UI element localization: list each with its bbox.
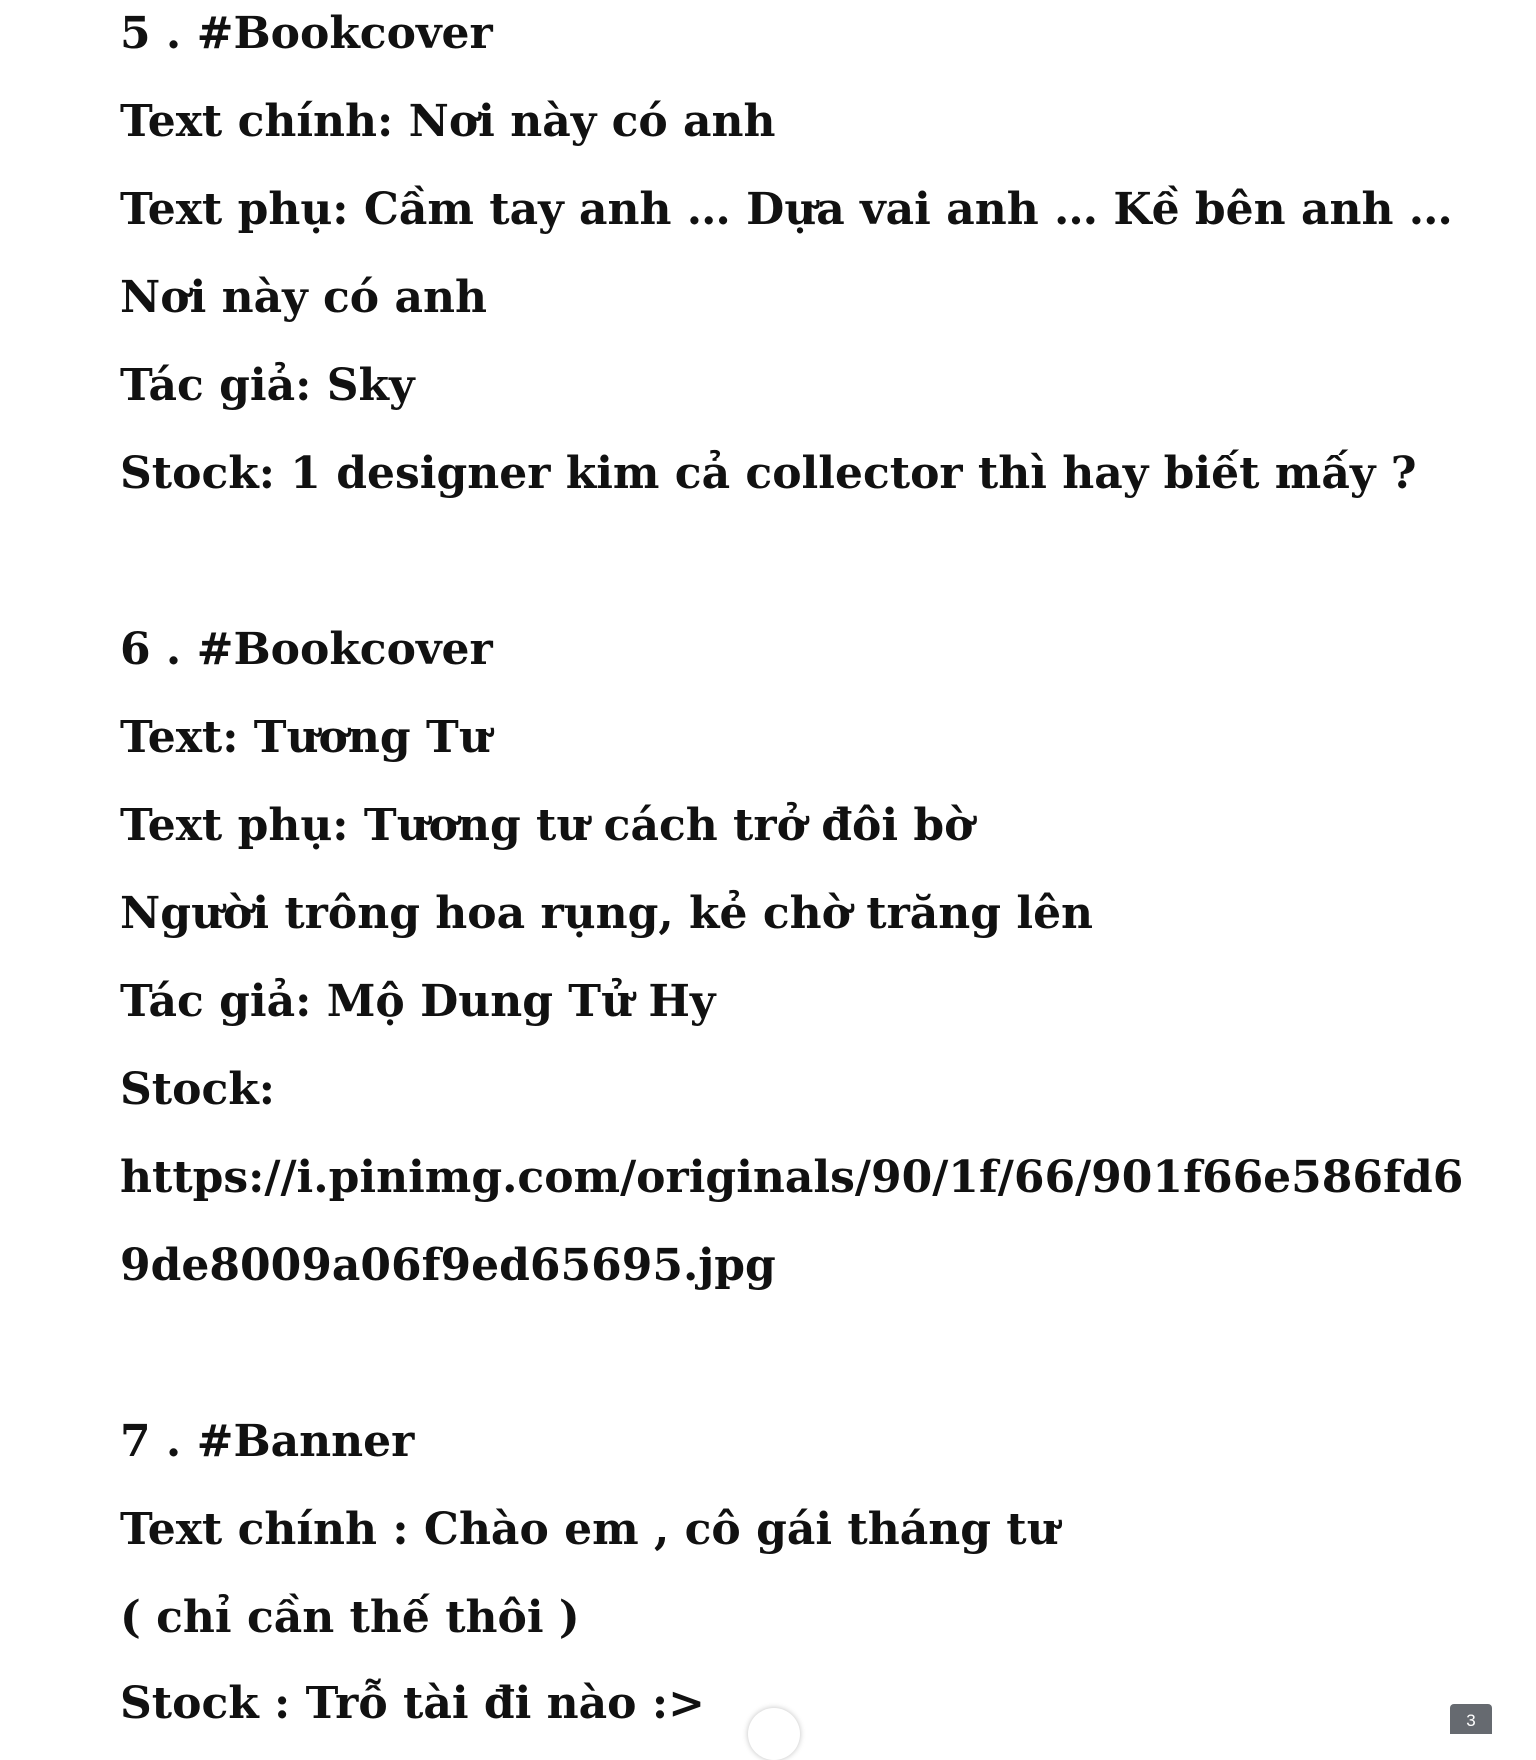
text-line: Text phụ: Cầm tay anh … Dựa vai anh … Kề bên anh …: [120, 184, 1453, 235]
text-line: Text phụ: Tương tư cách trở đôi bờ: [120, 800, 974, 851]
text-line: Tác giả: Mộ Dung Tử Hy: [120, 976, 716, 1027]
text-line: Người trông hoa rụng, kẻ chờ trăng lên: [120, 888, 1094, 939]
text-line: Text: Tương Tư: [120, 712, 491, 763]
page-number-badge: 3: [1450, 1704, 1492, 1734]
scroll-indicator[interactable]: [748, 1708, 800, 1760]
text-line: ( chỉ cần thế thôi ): [120, 1592, 580, 1643]
text-line: Text chính : Chào em , cô gái tháng tư: [120, 1504, 1059, 1555]
text-line: Tác giả: Sky: [120, 360, 415, 411]
text-line: Stock : Trỗ tài đi nào :>: [120, 1678, 705, 1729]
section-heading: 5 . #Bookcover: [120, 8, 493, 59]
url-line: https://i.pinimg.com/originals/90/1f/66/901f66e586fd6: [120, 1152, 1464, 1203]
text-line: Stock:: [120, 1064, 275, 1115]
text-line: Nơi này có anh: [120, 272, 487, 323]
section-heading: 6 . #Bookcover: [120, 624, 493, 675]
text-line: Stock: 1 designer kim cả collector thì hay biết mấy ?: [120, 448, 1417, 499]
section-heading: 7 . #Banner: [120, 1416, 415, 1467]
url-line: 9de8009a06f9ed65695.jpg: [120, 1240, 776, 1291]
text-line: Text chính: Nơi này có anh: [120, 96, 776, 147]
